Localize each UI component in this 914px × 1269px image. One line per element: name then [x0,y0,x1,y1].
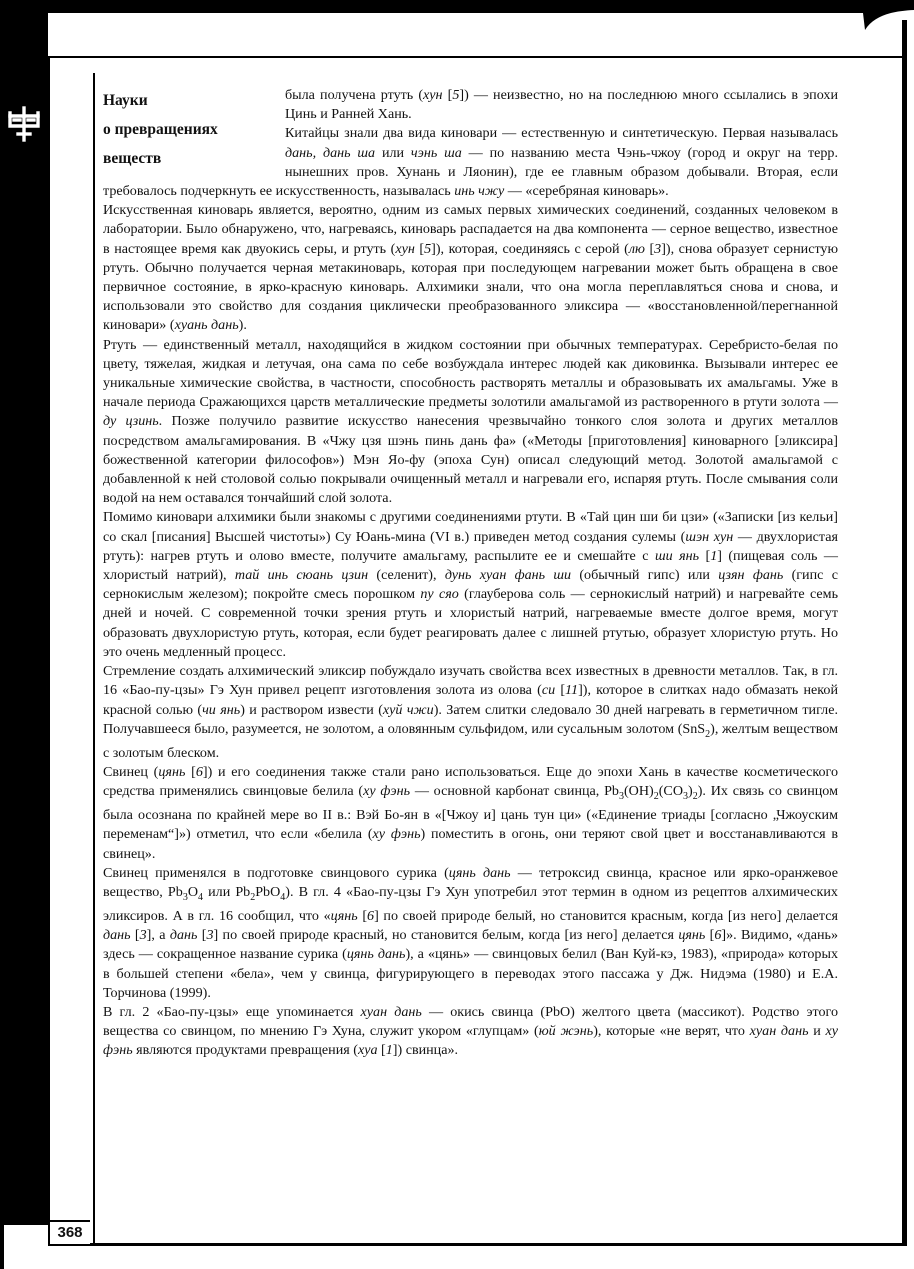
formula-subscript: 4 [198,891,204,903]
chinese-term: 3 [654,240,662,257]
section-title-line: веществ [103,150,162,167]
chinese-term: ху фэнь [372,826,421,843]
dragon-emblem-icon [4,104,44,144]
page-frame-bottom-rule [48,1243,904,1246]
chinese-term: лю [628,240,645,257]
chinese-term: инь чжу [454,183,505,200]
chinese-term: тай инь сюань цзин [234,567,369,584]
chinese-term: си [541,682,556,699]
chinese-term: шэн хун [685,528,734,545]
chinese-term: цянь дань [346,946,406,963]
chinese-term: пу сяо [420,586,459,603]
page-frame-inner-left-rule [48,56,50,1245]
formula-subscript: 3 [683,790,689,802]
paragraph: Свинец (цянь [6]) и его соединения также стали рано использоваться. Еще до эпохи Хань в качестве косметического средства применялись свинцовые белила (ху фэнь — основной карбонат свинца, $Pb_3(OH)_2(CO_3)_2$). Их связь со свинцом была осознана по крайней мере во II в.: Вэй Бо-ян в «[Чжоу и] цань тун ци» («Единение триады [согласно „Чжоуским переменам“]») отметил, что если «белила (ху фэнь) поместить в огонь, они теряют свой цвет и восстанавливаются в свинец». [103,763,839,862]
chinese-term: хуань дань [174,317,239,334]
page-frame-left-edge [0,13,4,1269]
section-title-line: Науки [103,92,148,109]
chinese-term: ши янь [654,547,700,564]
paragraph: Помимо киновари алхимики были знакомы с другими соединениями ртути. В «Тай цин ши би цзи» («Записки [из кельи] со скал [писания] Высшей чистоты») Су Юань-мина (VI в.) приведен метод создания сулемы (шэн хун — двухлористая ртуть): нагрев ртуть и олово вместе, получите амальгаму, распылите ее и смешайте с ши янь [1] (пищевая соль — хлористый натрий), тай инь сюань цзин (селенит), дунь хуан фань ши (обычный гипс) или цзян фань (гипс с сернокислым железом); покройте смесь порошком пу сяо (глауберова соль — сернокислый натрий) и нагревайте семь дней и ночей. С современной точки зрения ртуть и хлористый натрий, нагреваемые вместе долгое время, могут образовать двухлористую ртуть, которая, если будет реагировать далее с лишней ртутью, образует хлористую ртуть. Но это очень медленный процесс. [103,509,839,660]
chinese-term: хун [423,87,443,103]
formula-subscript: 2 [653,790,659,802]
chinese-term: хуа [357,1042,378,1059]
paragraph: Свинец применялся в подготовке свинцового сурика (цянь дань — тетроксид свинца, красное или ярко-оранжевое вещество, $Pb_3O_4$ или $Pb_2PbO_4$). В гл. 4 «Бао-пу-цзы Гэ Хун употребил этот термин в одном из рецептов алхимических эликсиров. А в гл. 16 сообщил, что «цянь [6] по своей природе белый, но становится красным, когда [из него] делается дань [3], а дань [3] по своей природе красный, но становится белым, когда [из него] делается цянь [6]». Видимо, «дань» здесь — сокращенное название сурика (цянь дань), а «цянь» — свинцовых белил (Ван Куй-кэ, 1983), «природа» которых в большей степени «бела», чем у свинца, фигурирующего в переводах этого пассажа у Дж. Нидэма (1980) и Е.А. Торчинова (1999). [103,864,839,1001]
formula-subscript: 3 [182,891,188,903]
chinese-term: 6 [714,927,722,944]
page-frame-top-bar [0,0,862,13]
chinese-term: 6 [195,763,203,780]
page-number: 368 [50,1220,90,1244]
page-frame-left-bar [0,13,48,1225]
chinese-term: 1 [385,1042,393,1059]
chinese-term: цянь дань [448,864,511,881]
paragraph: была получена ртуть (хун [5]) — неизвестно, но на последнюю много ссылались в эпохи Цинь и Ранней Хань. [285,87,838,123]
chinese-term: 5 [452,87,460,103]
chinese-term: хуй чжи [382,701,434,718]
paragraph: Китайцы знали два вида киновари — естественную и синтетическую. Первая называлась дань, дань ша или чэнь ша — по названию места Чэнь-чжоу (город и округ на терр. нынешних пров. Хунань и Ляонин), где ее главным образом добывали. Вторая, если требовалось подчеркнуть ее искусственность, называлась инь чжу — «серебряная киноварь». [103,125,838,200]
chinese-term: ду цзинь [103,413,159,430]
chinese-term: 11 [565,682,579,699]
chinese-term: хуан дань [749,1023,809,1040]
chinese-term: чи янь [202,701,241,718]
article-body [103,86,838,1061]
paragraph: Искусственная киноварь является, вероятно, одним из самых первых химических соединений, созданных человеком в лаборатории. Было обнаружено, что, нагреваясь, киноварь распадается на два компонента — серное вещество, известное в настоящее время как двуокись серы, и ртуть (хун [5]), которая, соединяясь с серой (лю [3]), снова образует сернистую ртуть. Обычно получается черная метакиноварь, которая при последующем нагревании может быть обращена в свое первичное состояние, в ярко-красную киноварь. Алхимики знали, что она могла переплавляться снова и снова, и использовали это свойство для создания циклически преобразованного эликсира — «восстановленной/перегнанной киновари» (хуань дань). [103,202,838,334]
chinese-term: дань [169,927,198,944]
chinese-term: 1 [710,547,718,564]
section-title-line: о превращениях [103,121,218,138]
page-frame-text-left-rule [93,73,95,1245]
chinese-term: цянь [678,927,706,944]
chinese-term: дунь хуан фань ши [444,567,572,584]
chinese-term: цянь [158,763,186,780]
chinese-term: 3 [139,927,147,944]
paragraph: Стремление создать алхимический эликсир побуждало изучать свойства всех известных в древности металлов. Так, в гл. 16 «Бао-пу-цзы» Гэ Хун привел рецепт изготовления золота из олова (си [11]), которое в слитках надо обмазать некой красной солью (чи янь) и раствором извести (хуй чжи). Затем слитки следовало 30 дней нагревать в герметичном тигле. Получавшееся было, разумеется, не золотом, а оловянным сульфидом, или сусальным золотом (SnS$_2$), желтым веществом с золотым блеском. [103,663,838,761]
paragraph: В гл. 2 «Бао-пу-цзы» еще упоминается хуан дань — окись свинца (PbO) желтого цвета (массикот). Родство этого вещества со свинцом, по мнению Гэ Хуна, служит укором «глупцам» (юй жэнь), которые «не верят, что хуан дань и ху фэнь являются продуктами превращения (хуа [1]) свинца». [103,1003,838,1059]
chinese-term: 3 [206,927,214,944]
chinese-term: 6 [367,907,375,924]
chinese-term: дань [103,927,131,944]
chinese-term: хун [395,240,415,257]
chinese-term: ху фэнь [103,1023,838,1059]
chinese-term: цзян фань [718,567,784,584]
page-frame-inner-top-rule [48,56,902,58]
formula-subscript: 4 [280,891,286,903]
chinese-term: чэнь ша [410,144,462,161]
chinese-term: хуан дань [360,1003,422,1020]
formula-subscript: 2 [692,790,698,802]
chinese-term: цянь [330,907,358,924]
chinese-term: дань, дань ша [285,144,376,161]
paragraph: Ртуть — единственный металл, находящийся в жидком состоянии при обычных температурах. Серебристо-белая по цвету, тяжелая, жидкая и летучая, она сама по себе возбуждала интерес людей как диковинка. Вызывали интерес ее уникальные химические свойства, в частности, способность растворять металлы и образовывать их амальгамы. Уже в начале периода Сражающихся царств металлические предметы золотили амальгамой из растворенного в ртути золота — ду цзинь. Позже получило развитие искусство нанесения чрезвычайно тонкого слоя золота и других металлов посредством амальгамирования. В «Чжу цзя шэнь пинь дань фа» («Методы [приготовления] киноварного [эликсира] божественной категории философов») Мэн Яо-фу (эпоха Сун) описал следующий метод. Золотой амальгамой с добавленной к ней столовой солью покрывали очищенный металл и нагревали его, испаряя ртуть. После смывания соли водой на нем оставался тончайший слой золота. [103,336,838,507]
section-title [103,86,281,173]
page-frame-right-bar [902,20,907,1246]
chinese-term: 5 [424,240,432,257]
formula-subscript: 2 [705,728,711,740]
formula-subscript: 2 [250,891,256,903]
chinese-term: юй жэнь [538,1023,594,1040]
chinese-term: ху фэнь [363,783,411,800]
formula-subscript: 3 [618,790,624,802]
